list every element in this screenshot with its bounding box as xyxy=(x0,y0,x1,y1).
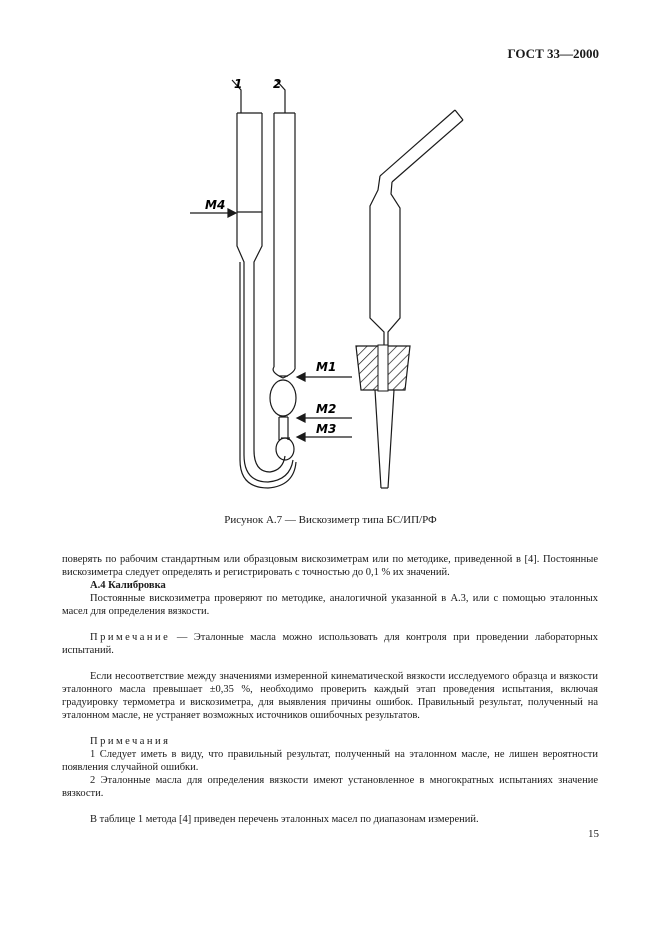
viscometer-tube-1 xyxy=(237,113,296,488)
section-heading: А.4 Калибровка xyxy=(90,580,166,591)
paragraph: поверять по рабочим стандартным или образцовым вискозиметрам или по методике, приведенной в [4]. Постоянные вискозиметра следует определять и регистрировать с точностью до 0,1 % их значений. xyxy=(62,554,598,578)
note: 2 Эталонные масла для определения вязкости имеют установленное в многократных испытаниях значение вязкости. xyxy=(62,775,598,799)
notes-heading: Примечания xyxy=(90,736,171,747)
page-number: 15 xyxy=(588,828,599,840)
label-tube-1: 1 xyxy=(234,77,243,91)
note-label: Примечание xyxy=(90,632,171,643)
body-text xyxy=(62,553,598,826)
note: 1 Следует иметь в виду, что правильный результат, полученный на эталонном масле, не лишен вероятности появления случайной ошибки. xyxy=(62,749,598,773)
viscometer-side-view xyxy=(370,110,463,488)
label-m2: M2 xyxy=(316,402,337,416)
note xyxy=(62,631,598,657)
paragraph: В таблице 1 метода [4] приведен перечень эталонных масел по диапазонам измерений. xyxy=(90,814,479,825)
figure-caption: Рисунок А.7 — Вискозиметр типа БС/ИП/РФ xyxy=(224,514,437,526)
label-tube-2: 2 xyxy=(273,77,282,91)
document-code: ГОСТ 33—2000 xyxy=(507,46,599,61)
note-text: — Эталонные масла можно использовать для контроля при проведении лабораторных испытаний. xyxy=(62,632,598,656)
paragraph: Постоянные вискозиметра проверяют по методике, аналогичной указанной в А.3, или с помощью эталонных масел для определения вязкости. xyxy=(62,593,598,617)
viscometer-tube-2 xyxy=(270,113,296,460)
paragraph: Если несоответствие между значениями измеренной кинематической вязкости исследуемого образца и вязкости эталонного масла превышает ±0,35 %, необходимо проверить каждый этап проведения испытания, включая градуировку термометра и вискозиметра, для выявления причины ошибок. Правильный результат, полученный на эталонном масле, не устраняет возможных источников ошибочных результатов. xyxy=(62,671,598,721)
rubber-stopper xyxy=(356,345,410,391)
label-m3: M3 xyxy=(316,422,337,436)
label-m4: M4 xyxy=(205,198,226,212)
label-m1: M1 xyxy=(316,360,337,374)
